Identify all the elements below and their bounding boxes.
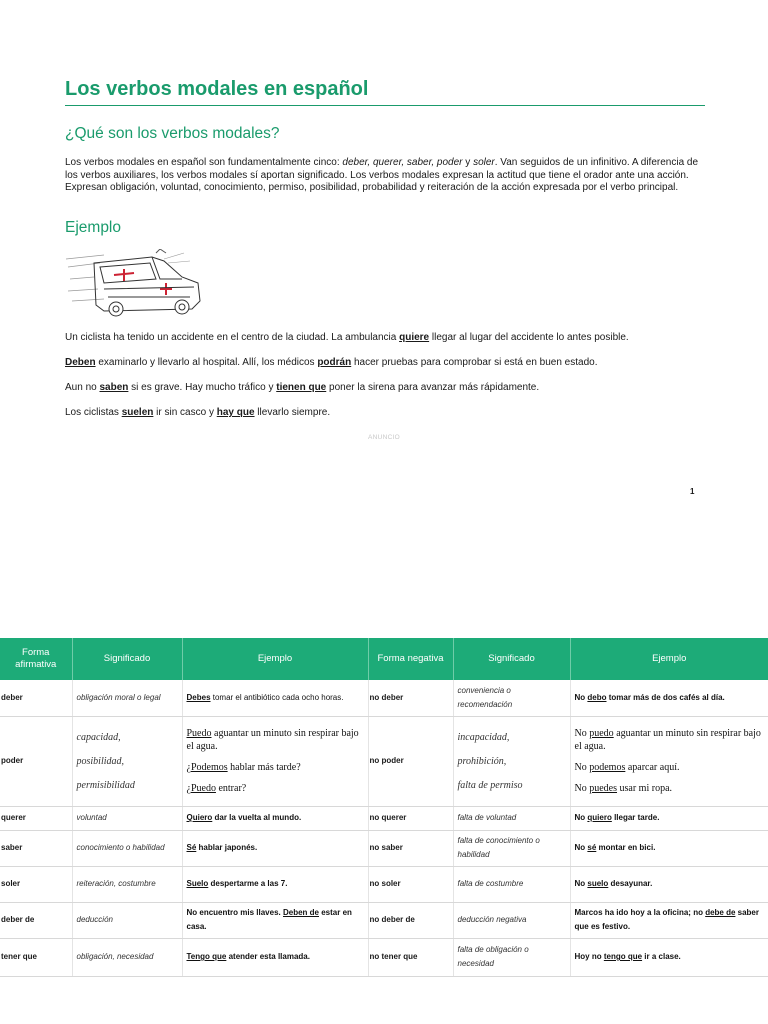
meaning-text: falta de permiso — [457, 779, 523, 791]
modal-verb-hay-que: hay que — [216, 407, 255, 418]
negative-example-cell — [570, 716, 768, 806]
meaning-text: prohibición, — [457, 755, 507, 767]
example-cell — [182, 830, 368, 866]
verb-cell: tener que — [0, 938, 72, 976]
example-text: aparcar aquí. — [625, 762, 680, 773]
example-text: ir a clase. — [642, 952, 681, 961]
meaning-cell: obligación moral o legal — [72, 680, 182, 716]
negative-example-cell — [570, 866, 768, 902]
modal-verb: suelo — [587, 879, 609, 888]
verb-cell: poder — [0, 716, 72, 806]
example-text: Aun no — [65, 382, 100, 393]
negative-verb-cell: no soler — [368, 866, 453, 902]
negative-meaning-cell: falta de conocimiento o habilidad — [453, 830, 570, 866]
negative-verb-cell: no deber — [368, 680, 453, 716]
header-forma-negativa: Forma negativa — [368, 638, 453, 680]
negative-example-cell — [570, 902, 768, 938]
negative-verb-cell: no saber — [368, 830, 453, 866]
header-ejemplo-negativo: Ejemplo — [570, 638, 768, 680]
modal-verb-deben: Deben — [65, 357, 96, 368]
example-cell — [182, 716, 368, 806]
example-text: llevarlo siempre. — [254, 407, 331, 418]
example-line — [575, 761, 765, 774]
example-text: llegar al lugar del accidente lo antes posible. — [429, 332, 629, 343]
modal-verb: debe de — [705, 908, 736, 917]
table-row — [0, 938, 768, 976]
example-text: No — [574, 762, 590, 773]
modal-verb: Puedo — [186, 728, 212, 739]
negative-verb-cell: no deber de — [368, 902, 453, 938]
modal-verb-podran: podrán — [317, 357, 352, 368]
verb-cell: soler — [0, 866, 72, 902]
section-heading-ejemplo: Ejemplo — [65, 219, 121, 236]
header-significado: Significado — [72, 638, 182, 680]
example-text: aguantar un minuto sin respirar bajo el agua. — [574, 728, 761, 752]
meaning-cell: obligación, necesidad — [72, 938, 182, 976]
example-line — [187, 727, 364, 753]
verb-cell: deber de — [0, 902, 72, 938]
meaning-cell: conocimiento o habilidad — [72, 830, 182, 866]
negative-example-cell — [570, 830, 768, 866]
header-forma-afirmativa: Forma afirmativa — [0, 638, 72, 680]
negative-meaning-cell: deducción negativa — [453, 902, 570, 938]
modal-verbs-table — [0, 638, 768, 977]
example-text: No — [574, 783, 590, 794]
negative-meaning-cell: falta de costumbre — [453, 866, 570, 902]
example-text: entrar? — [215, 783, 247, 794]
table-row — [0, 830, 768, 866]
modal-verb: quiero — [587, 813, 612, 822]
modal-verb: Sé — [186, 843, 197, 852]
example-text: usar mi ropa. — [617, 783, 673, 794]
verb-cell: deber — [0, 680, 72, 716]
example-cell — [182, 680, 368, 716]
example-text: hablar más tarde? — [227, 762, 301, 773]
meaning-cell: reiteración, costumbre — [72, 866, 182, 902]
example-text: No — [574, 813, 588, 822]
example-text: Marcos ha ido hoy a la oficina; no — [574, 908, 706, 917]
example-line — [187, 761, 364, 774]
example-text: poner la sirena para avanzar más rápidamente. — [326, 382, 540, 393]
modal-verb-saben: saben — [99, 382, 129, 393]
negative-example-cell — [570, 680, 768, 716]
modal-verb: puedes — [589, 783, 618, 794]
example-text: No — [574, 843, 588, 852]
negative-meaning-cell: conveniencia o recomendación — [453, 680, 570, 716]
example-text: dar la vuelta al mundo. — [212, 813, 302, 822]
meaning-cell: voluntad — [72, 806, 182, 830]
example-cell — [182, 902, 368, 938]
example-text: No encuentro mis llaves. — [186, 908, 283, 917]
intro-y: y — [462, 157, 474, 168]
intro-text-1: Los verbos modales en español son fundamentalmente cinco: — [65, 157, 343, 168]
modal-verb: podemos — [589, 762, 626, 773]
example-text: ir sin casco y — [153, 407, 217, 418]
negative-verb-cell: no tener que — [368, 938, 453, 976]
example-cell — [182, 866, 368, 902]
example-text: desayunar. — [608, 879, 653, 888]
modal-verb: Puedo — [190, 783, 216, 794]
example-text: Un ciclista ha tenido un accidente en el centro de la ciudad. La ambulancia — [65, 332, 400, 343]
example-text: examinarlo y llevarlo al hospital. Allí, los médicos — [95, 357, 318, 368]
example-text: montar en bici. — [596, 843, 656, 852]
meaning-text: capacidad, — [76, 731, 121, 743]
example-text: estar en casa. — [186, 908, 352, 931]
example-text: ¿ — [186, 783, 191, 794]
modal-verb: Suelo — [186, 879, 209, 888]
modal-verb: sé — [587, 843, 597, 852]
table — [0, 638, 768, 977]
modal-verb: Quiero — [186, 813, 213, 822]
table-row — [0, 902, 768, 938]
intro-soler: soler — [473, 157, 495, 168]
example-text: saber que es festivo. — [574, 908, 759, 931]
table-row — [0, 680, 768, 716]
example-text: No — [574, 692, 588, 702]
table-row — [0, 866, 768, 902]
example-cell — [182, 806, 368, 830]
example-text: tomar el antibiótico cada ocho horas. — [210, 692, 344, 702]
example-text: ¿ — [186, 762, 191, 773]
table-header-row — [0, 638, 768, 680]
example-text: No — [574, 879, 588, 888]
meaning-text: permisibilidad — [76, 779, 135, 791]
modal-verb: debo — [587, 692, 607, 702]
modal-verb-suelen: suelen — [121, 407, 154, 418]
intro-paragraph — [65, 157, 705, 195]
modal-verb: Debes — [186, 692, 211, 702]
example-text: si es grave. Hay mucho tráfico y — [128, 382, 277, 393]
example-text: aguantar un minuto sin respirar bajo el agua. — [186, 728, 359, 752]
example-sentence-3 — [65, 382, 705, 395]
example-text: atender esta llamada. — [226, 952, 310, 961]
example-text: tomar más de dos cafés al día. — [606, 692, 725, 702]
meaning-cell: deducción — [72, 902, 182, 938]
example-text: hacer pruebas para comprobar si está en buen estado. — [351, 357, 598, 368]
example-line — [575, 727, 765, 753]
page-title: Los verbos modales en español — [65, 78, 705, 106]
negative-meaning-cell: falta de obligación o necesidad — [453, 938, 570, 976]
intro-verbs: deber, querer, saber, poder — [342, 157, 463, 168]
example-sentence-4 — [65, 407, 705, 420]
example-cell — [182, 938, 368, 976]
example-text: No — [574, 728, 590, 739]
example-text: Hoy no — [574, 952, 604, 961]
table-row — [0, 716, 768, 806]
modal-verb: tengo que — [603, 952, 643, 961]
modal-verb: Podemos — [190, 762, 228, 773]
modal-verb: Deben de — [282, 908, 319, 917]
modal-verb-tienen-que: tienen que — [276, 382, 327, 393]
advertisement-label: ANUNCIO — [367, 434, 401, 441]
ambulance-illustration — [64, 249, 204, 319]
negative-example-cell — [570, 806, 768, 830]
meaning-text: posibilidad, — [76, 755, 125, 767]
example-text: hablar japonés. — [196, 843, 258, 852]
example-text: Los ciclistas — [65, 407, 122, 418]
example-text: despertarme a las 7. — [208, 879, 288, 888]
negative-verb-cell: no querer — [368, 806, 453, 830]
page-number: 1 — [690, 487, 695, 496]
example-sentence-2 — [65, 357, 705, 370]
meaning-text: incapacidad, — [457, 731, 510, 743]
meaning-cell — [72, 716, 182, 806]
example-line — [187, 782, 364, 795]
table-row — [0, 806, 768, 830]
modal-verb: Tengo que — [186, 952, 227, 961]
example-text: llegar tarde. — [611, 813, 660, 822]
verb-cell: saber — [0, 830, 72, 866]
header-significado-negativo: Significado — [453, 638, 570, 680]
negative-meaning-cell: falta de voluntad — [453, 806, 570, 830]
example-line — [575, 782, 765, 795]
example-sentence-1 — [65, 332, 705, 345]
header-ejemplo: Ejemplo — [182, 638, 368, 680]
intro-text-2: . Van seguidos de un infinitivo. A diferencia de los verbos auxiliares, los verbos modales sí aportan significado. Los verbos modales expresan la actitud que tiene el orador ante una acción. Expresan obligación, voluntad, conocimiento, permiso, posibilidad, probabilidad y reiteración de la acción expresada por el verbo principal. — [65, 157, 699, 194]
section-heading-que-son: ¿Qué son los verbos modales? — [65, 125, 280, 142]
modal-verb: puedo — [589, 728, 614, 739]
modal-verb-quiere: quiere — [399, 332, 430, 343]
negative-verb-cell: no poder — [368, 716, 453, 806]
verb-cell: querer — [0, 806, 72, 830]
negative-meaning-cell — [453, 716, 570, 806]
negative-example-cell — [570, 938, 768, 976]
